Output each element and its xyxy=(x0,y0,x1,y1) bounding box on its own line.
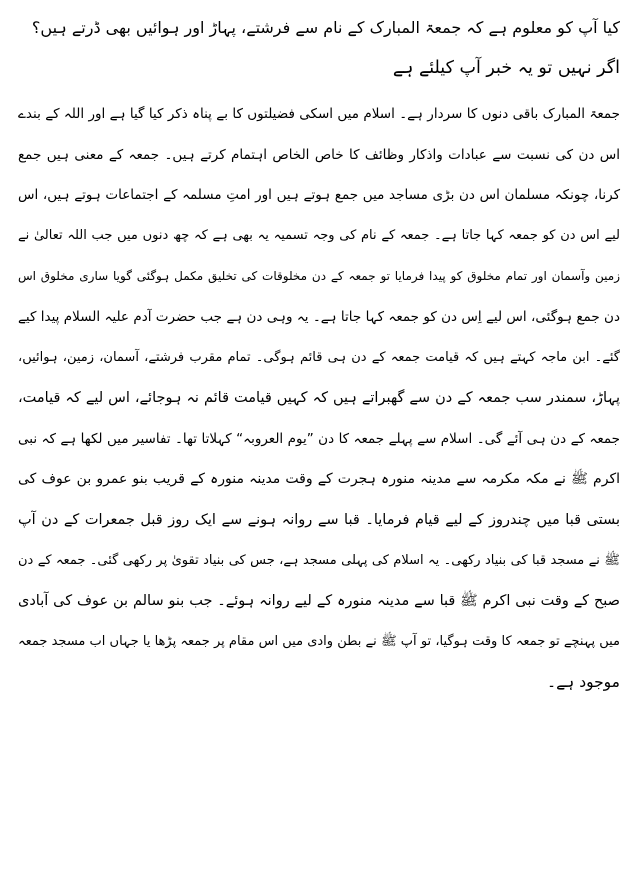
body-line: جمعۃ المبارک باقی دنوں کا سردار ہے۔ اسلام میں اسکی فضیلتوں کا بے پناہ ذکر کیا گیا ہے اور اللہ کے بندے xyxy=(18,106,620,122)
body-line: میں پہنچے تو جمعہ کا وقت ہوگیا، تو آپ ﷺ نے بطن وادی میں اس مقام پر جمعہ پڑھا یا جہاں اب مسجد جمعہ xyxy=(18,633,620,649)
body-line: اکرم ﷺ نے مکہ مکرمہ سے مدینہ منورہ ہجرت کے وقت مدینہ منورہ کے قریب بنو عمرو بن عوف کی xyxy=(18,471,620,488)
heading-line: اگر نہیں تو یہ خبر آپ کیلئے ہے xyxy=(392,58,620,78)
body-line: دن جمع ہوگئی، اس لیے اِس دن کو جمعہ کہا جاتا ہے۔ یہ وہی دن ہے جب حضرت آدم علیہ السلام پیدا کیے xyxy=(18,308,620,325)
article-heading xyxy=(18,8,620,88)
body-line: لیے اس دن کو جمعہ کہا جاتا ہے۔ جمعہ کے نام کی وجہ تسمیہ یہ بھی ہے کہ چھ دنوں میں جب اللہ تعالیٰ نے xyxy=(18,227,620,243)
body-line: پہاڑ، سمندر سب جمعہ کے دن سے گھبراتے ہیں کہ کہیں قیامت قائم نہ ہوجائے، اس لیے کہ قیامت، xyxy=(18,390,620,407)
body-line: ﷺ نے مسجد قبا کی بنیاد رکھی۔ یہ اسلام کی پہلی مسجد ہے، جس کی بنیاد تقویٰ پر رکھی گئی۔ جمعہ کے دن xyxy=(18,552,620,568)
article-body xyxy=(18,94,620,703)
body-line: گئے۔ ابن ماجہ کہتے ہیں کہ قیامت جمعہ کے دن ہی قائم ہوگی۔ تمام مقرب فرشتے، آسمان، زمین، ہوائیں، xyxy=(18,349,620,365)
body-line: اس دن کی نسبت سے عبادات واذکار وظائف کا خاص الخاص اہتمام کرتے ہیں۔ جمعہ کے معنی ہیں جمع xyxy=(18,146,620,163)
body-line: زمین وآسمان اور تمام مخلوق کو پیدا فرمایا تو جمعہ کے دن مخلوقات کی تخلیق مکمل ہوگئی گویا ساری مخلوق اس xyxy=(18,269,620,284)
body-line: موجود ہے۔ xyxy=(547,673,620,692)
body-line: بستی قبا میں چندروز کے لیے قیام فرمایا۔ قبا سے روانہ ہونے سے ایک روز قبل جمعرات کے دن آپ xyxy=(18,511,620,528)
body-line: جمعہ کے دن ہی آئے گی۔ اسلام سے پہلے جمعہ کا دن ”یوم العروبہ“ کہلاتا تھا۔ تفاسیر میں لکھا ہے کہ نبی xyxy=(18,430,620,447)
body-line: کرنا، چونکہ مسلمان اس دن بڑی مساجد میں جمع ہوتے ہیں اور امتِ مسلمہ کے اجتماعات ہوتے ہیں، اس xyxy=(18,187,620,204)
heading-line: کیا آپ کو معلوم ہے کہ جمعۃ المبارک کے نام سے فرشتے، پہاڑ اور ہوائیں بھی ڈرتے ہیں؟ xyxy=(31,18,620,37)
body-line: صبح کے وقت نبی اکرم ﷺ قبا سے مدینہ منورہ کے لیے روانہ ہوئے۔ جب بنو سالم بن عوف کی آبادی xyxy=(18,593,620,610)
